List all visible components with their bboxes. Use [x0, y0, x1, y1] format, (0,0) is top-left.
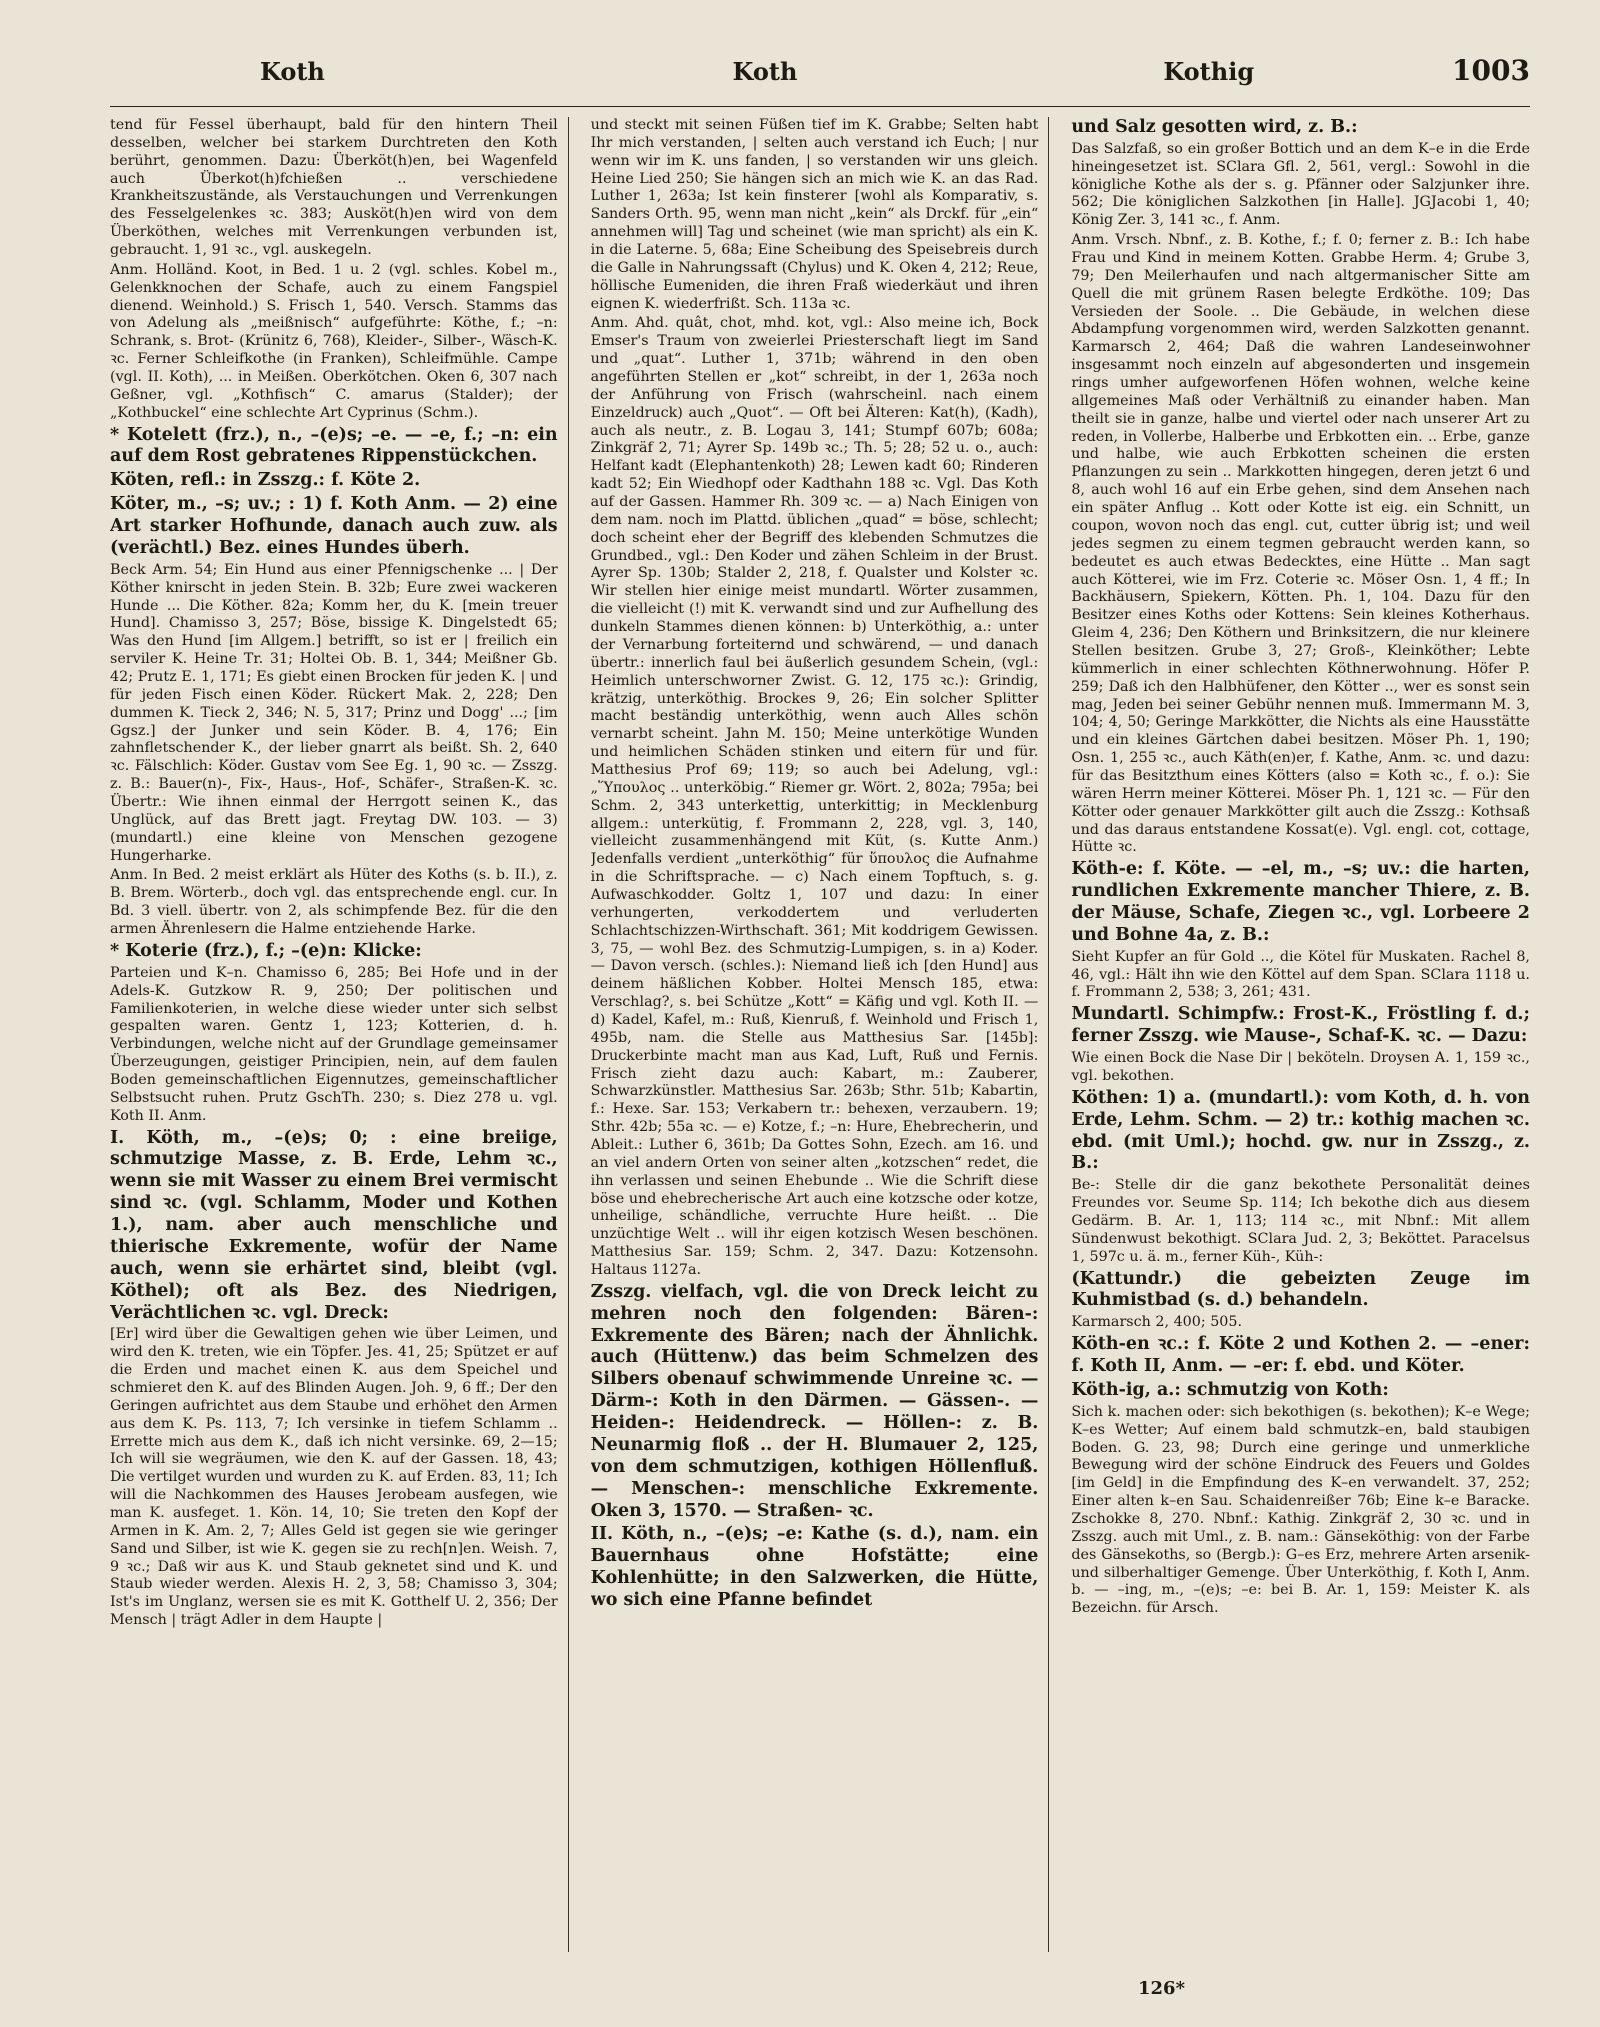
entry-headword-paragraph: Köth-ig, a.: schmutzig von Koth:: [1071, 1379, 1389, 1400]
entry-paragraph: Parteien und K–n. Chamisso 6, 285; Bei Hofe und in der Adels-K. Gutzkow R. 9, 250; Der politischen und Familienkoterien, in welche diese wieder unter sich selbst gespalten waren. Gentz 1, 123; Kotterien, d. h. Verbindungen, welche nicht auf der Grundlage gemeinsamer Überzeugungen, geistiger Principien, nein, auf dem faulen Boden gemeinschaftlichen Eigennutzes, gemeinschaftlicher Selbstsucht ruhen. Prutz GschTh. 230; s. Diez 278 u. vgl. Koth II. Anm.: [110, 964, 558, 1124]
entry-paragraph: tend für Fessel überhaupt, bald für den hintern Theil desselben, welcher bei starkem Durchtreten den Koth berührt, genommen. Dazu: Überköt(h)en, bei Wagenfeld auch Überkot(h)fchießen .. verschiedene Krankheitszustände, als Verstauchungen und Verrenkungen des Fesselgelenkes ꝛc. 383; Ausköt(h)en wird von dem Überköthen, welches mit Verrenkungen verbunden ist, gebraucht. 1, 91 ꝛc., vgl. auskegeln.: [110, 117, 558, 259]
page-number: 1003: [1452, 54, 1530, 87]
header-left-keyword: Koth: [260, 57, 325, 86]
entry-headword-paragraph: Köten, refl.: in Zsszg.: f. Köte 2.: [110, 470, 421, 491]
signature-mark: 126*: [1138, 1978, 1185, 1999]
entry-paragraph: Anm. Vrsch. Nbnf., z. B. Kothe, f.; f. 0; ferner z. B.: Ich habe Frau und Kind in meinem Kotten. Grabbe Herm. 4; Grube 3, 79; Den Meilerhaufen und nach altgermanischer Sitte am Quell die mit grünem Rasen belegte Erdköthe. 109; Das Versieden der Soole. .. Die Gebäude, in welchen diese Abdampfung vorgenommen wird, werden Salzkotten genannt. Karmarsch 2, 464; Daß die wahren Landeseinwohner insgesammt noch einzeln auf abgesonderten und insgemein rings umher aufgeworfenen Höfen wohnen, welche keine allgemeines Maß oder Verhältniß zu einander haben. Man theilt sie in ganze, halbe und viertel oder nach unserer Art zu reden, in Vollerbe, Halberbe und Erbkotten ein. .. Erbe, ganze und halbe, wie auch Erbkotten scheinen die ersten Pflanzungen zu sein .. Markkotten hingegen, deren jetzt 6 und 8, auch wohl 16 auf ein Erbe gehen, sind dem Ansehen nach ein später Anflug .. Kott oder Kotte ist eig. ein Schnitt, un coupon, wovon noch das engl. cut, cutter übrig ist; und weil jedes segmen zu einem tegmen gebraucht werden kann, so bedeutet es auch etwas Bedecktes, eine Hütte .. Man sagt auch Kötterei, wie im Frz. Coterie ꝛc. Möser Osn. 1, 4 ff.; In Backhäusern, Spiekern, Kötten. Ph. 1, 104. Dazu für den Besitzer eines Koths oder Kottens: Sein kleines Kotherhaus. Gleim 4, 236; Den Köthern und Brinksitzern, die nur kleinere Stellen besitzen. Grube 3, 27; Groß-, Kleinköther; Lebte kümmerlich in einer schlechten Köthnerwohnung. Höfer P. 259; Daß ich den Halbhüfener, den Kötter .., wer es sonst sein mag, Jeden bei seiner Gebühr nennen muß. Immermann M. 3, 104; 4, 50; Geringe Markkötter, die Nichts als eine Hausstätte und ein kleines Gärtchen dabei besitzen. Möser Ph. 1, 190; Osn. 1, 255 ꝛc., auch Käth(en)er, f. Kathe, Anm. ꝛc. und dazu: für das Besitzthum eines Kötters (also = Koth ꝛc., f. o.): Sie wären Herrn meiner Kötterei. Möser Ph. 1, 121 ꝛc. — Für den Kötter oder genauer Markkötter gilt auch die Zsszg.: Kothsaß und das daraus entstandene Kossat(e). Vgl. engl. cot, cottage, Hütte ꝛc.: [1071, 232, 1530, 856]
entry-paragraph: Karmarsch 2, 400; 505.: [1071, 1314, 1243, 1331]
entry-paragraph: Sich k. machen oder: sich bekothigen (s. bekothen); K–e Wege; K–es Wetter; Auf einem bald schmutzk–en, bald staubigen Boden. G. 23, 98; Durch eine geringe und unmerkliche Bewegung wird der schöne Eindruck des Feuers und Goldes [im Geld] in die Empfindung des K–en verwandelt. 37, 252; Einer alten k–en Sau. Schaidenreißer 76b; Eine k–e Baracke. Zschokke 8, 270. Nbnf.: Kathig. Zinkgräf 2, 30 ꝛc. und in Zsszg. auch mit Uml., z. B. nam.: Gänseköthig: von der Farbe des Gänsekoths, so (Bergb.): G–es Erz, mehrere Arten arsenik- und silberhaltiger Gemenge. Über Unterköthig, f. Koth I, Anm. b. — –ing, m., –(e)s; –e: bei B. Ar. 1, 159: Meister K. als Bezeichn. für Arsch.: [1071, 1403, 1530, 1617]
entry-paragraph: Anm. In Bed. 2 meist erklärt als Hüter des Koths (s. b. II.), z. B. Brem. Wörterb., doch vgl. das entsprechende engl. cur. In Bd. 3 viell. übertr. von 2, als schimpfende Bez. für die den armen Ährenlesern die Halme entziehende Harke.: [110, 867, 558, 938]
entry-headword-paragraph: II. Köth, n., –(e)s; –e: Kathe (s. d.), nam. ein Bauernhaus ohne Hofstätte; eine Kohlenhütte; in den Salzwerken, die Hütte, wo sich eine Pfanne befindet: [590, 1524, 1039, 1611]
entry-paragraph: Das Salzfaß, so ein großer Bottich und an dem K–e in die Erde hineingesetzet ist. SClara Gfl. 2, 561, vergl.: Sowohl in die königliche Kothe als der s. g. Pfänner oder Salzjunker ihre. 562; Die königlichen Salzkothen [in Halle]. JGJacobi 1, 40; König Zer. 3, 141 ꝛc., f. Anm.: [1071, 140, 1530, 229]
entry-paragraph: [Er] wird über die Gewaltigen gehen wie über Leimen, und wird den K. treten, wie ein Töpfer. Jes. 41, 25; Spützet er auf die Erden und machet einen K. aus dem Speichel und schmieret den K. auf des Blinden Augen. Joh. 9, 6 ff.; Der den Geringen aufrichtet aus dem Staube und erhöhet den Armen aus dem K. Ps. 113, 7; Ich versinke in tiefem Schlamm .. Errette mich aus dem K., daß ich nicht versinke. 69, 2—15; Ich will sie wegräumen, wie den K. auf der Gassen. 18, 43; Die vertilget wurden und wurden zu K. auf Erden. 83, 11; Ich will die Nachkommen des Hauses Jerobeam ausfegen, wie man K. ausfeget. 1. Kön. 14, 10; Sie treten den Kopf der Armen in K. Am. 2, 7; Alles Geld ist gegen sie wie geringer Sand und Silber, ist wie K. gegen sie zu rech[n]en. Weish. 7, 9 ꝛc.; Daß wir aus K. und Staub geknetet sind und K. und Staub wieder werden. Alexis H. 2, 3, 58; Chamisso 3, 304; Ist's im Unglanz, wersen sie es mit K. Gotthelf U. 2, 356; Der Mensch | trägt Adler in dem Haupte |: [110, 1326, 558, 1629]
entry-paragraph: Anm. Ahd. quât, chot, mhd. kot, vgl.: Also meine ich, Bock Emser's Traum von zweierlei Priesterschaft liegt im Sand und „quat“. Luther 1, 371b; während in den oben angeführten Stellen er „kot“ schreibt, in der 1, 263a noch der Anführung von Frisch (wahrscheinl. nach einem Einzeldruck) auch „Quot“. — Oft bei Älteren: Kat(h), (Kadh), auch als neutr., z. B. Logau 3, 141; Stumpf 607b; 608a; Zinkgräf 2, 71; Ayrer Sp. 149b ꝛc.; Th. 5; 28; 52 u. o., auch: Helfant kadt (Elephantenkoth) 28; Lewen kadt 60; Rinderen kadt 52; Ein Wiedhopf oder Kadthahn 188 ꝛc. Vgl. Das Koth auf der Gassen. Hammer Rh. 309 ꝛc. — a) Nach Einigen von dem nam. noch im Plattd. üblichen „quad“ = böse, schlecht; doch scheint eher der Begriff des klebenden Schmutzes die Grundbed., vgl.: Den Koder und zähen Schleim in der Brust. Ayrer Sp. 130b; Stalder 2, 218, f. Qualster und Kolster ꝛc. Wir stellen hier einige meist mundartl. Wörter zusammen, die vielleicht (!) mit K. verwandt sind und zur Aufhellung des dunkeln Stammes dienen können: b) Unterköthig, a.: unter der Vernarbung forteiternd und schwärend, — und danach übertr.: innerlich faul bei äußerlich gesundem Schein, (vgl.: Heimlich unterschworner Zwist. G. 12, 175 ꝛc.): Grindig, krätzig, unterköthig. Brockes 9, 26; Ein solcher Splitter macht beständig unterköthig, wenn auch Alles schön vernarbt scheint. Jahn M. 150; Meine unterkötige Wunden und heimlichen Schäden stinken und eitern für und für. Matthesius Prof 69; 119; so auch bei Adelung, vgl.: „Ὕπουλος .. unterköbig.“ Riemer gr. Wört. 2, 802a; 795a; bei Schm. 2, 343 unterkettig, unterkittig; in Mecklenburg allgem.: unterkütig, f. Frommann 2, 228, vgl. 3, 140, vielleicht zusammenhängend mit Küt, (s. Kutte Anm.) Jedenfalls verdient „unterköthig“ für ὕπουλος die Aufnahme in die Schriftsprache. — c) Nach einem Topftuch, s. g. Aufwaschkodder. Goltz 1, 107 und dazu: In einer verhungerten, verkoddertem und verluderten Schlachtschizzen-Wirthschaft. 361; Mit koddrigem Gewissen. 3, 75, — wohl Bez. des Schmutzig-Lumpigen, s. in a) Koder. — Davon versch. (schles.): Niemand ließ ich [den Hund] aus deinem häßlichen Kobber. Holtei Mensch 185, etwa: Verschlag?, s. bei Schütze „Kott“ = Käfig und vgl. Koth II. — d) Kadel, Kafel, m.: Ruß, Kienruß, f. Weinhold und Frisch 1, 495b, nam. die Stelle aus Matthesius Sar. [145b]: Druckerbinte macht man aus Kad, Luft, Ruß und Fernis. Frisch zieht dazu auch: Kabart, m.: Zauberer, Schwarzkünstler. Matthesius Sar. 263b; Sthr. 51b; Kabartin, f.: Hexe. Sar. 153; Verkabern tr.: behexen, verzaubern. 19; Sthr. 42b; 55a ꝛc. — e) Kotze, f.; –n: Hure, Ehebrecherin, und Ableit.: Luther 6, 361b; Da Gottes Sohn, Ezech. am 16. und an viel andern Orten von seiner alten „kotzschen“ redet, die ihn verlassen und seinen Ehebunde .. Wie die Schrift diese böse und ehebrecherische Art auch eine kotzsche oder kotze, unheilige, schändliche, verruchte Hure heißt. .. Die unzüchtige Welt .. will ihr eigen kotzisch Wesen beschönen. Matthesius Sar. 159; Schm. 2, 347. Dazu: Kotzensohn. Haltaus 1127a.: [590, 315, 1039, 1278]
entry-paragraph: Anm. Holländ. Koot, in Bed. 1 u. 2 (vgl. schles. Kobel m., Gelenkknochen der Schafe, auch zu einem Fangspiel dienend. Weinhold.) S. Frisch 1, 540. Versch. Stamms das von Adelung als „meißnisch“ aufgeführte: Köthe, f.; –n: Schrank, s. Brot- (Krünitz 6, 768), Kleider-, Silber-, Wäsch-K. ꝛc. Ferner Schleifkothe (in Franken), Schleifmühle. Campe (vgl. II. Koth), ... in Meißen. Oberkötchen. Oken 6, 307 nach Geßner, vgl. „Kothfisch“ C. amarus (Stalder); der „Kothbuckel“ eine schlechte Art Cyprinus (Schm.).: [110, 261, 558, 421]
entry-headword-paragraph: Köthen: 1) a. (mundartl.): vom Koth, d. h. von Erde, Lehm. Schm. — 2) tr.: kothig machen ꝛc. ebd. (mit Uml.); hochd. gw. nur in Zsszg., z. B.:: [1071, 1087, 1530, 1174]
entry-headword-paragraph: Mundartl. Schimpfw.: Frost-K., Fröstling f. d.; ferner Zsszg. wie Mause-, Schaf-K. ꝛc. — Dazu:: [1071, 1004, 1530, 1047]
entry-headword-paragraph: * Koterie (frz.), f.; –(e)n: Klicke:: [110, 940, 422, 961]
entry-paragraph: Be-: Stelle dir die ganz bekothete Personalität deines Freundes vor. Seume Sp. 114; Ich bekothe dich aus diesem Gedärm. B. Ar. 1, 113; 114 ꝛc., mit Nbnf.: Mit allem Sündenwust bekothigt. SClara Jud. 2, 3; Beköttet. Paracelsus 1, 597c u. ä. m., ferner Küh-, Küh-:: [1071, 1177, 1530, 1265]
entry-headword-paragraph: * Kotelett (frz.), n., –(e)s; –e. — –e, f.; –n: ein auf dem Rost gebratenes Rippenstückchen.: [110, 424, 558, 467]
entry-paragraph: Wie einen Bock die Nase Dir | beköteln. Droysen A. 1, 159 ꝛc., vgl. bekothen.: [1071, 1050, 1530, 1084]
entry-headword-paragraph: I. Köth, m., –(e)s; 0; : eine breiige, schmutzige Masse, z. B. Erde, Lehm ꝛc., wenn sie mit Wasser zu einem Brei vermischt sind ꝛc. (vgl. Schlamm, Moder und Kothen 1.), nam. aber auch menschliche und thierische Exkremente, wofür der Name auch, wenn sie erhärtet sind, bleibt (vgl. Köthel); oft als Bez. des Niedrigen, Verächtlichen ꝛc. vgl. Dreck:: [110, 1127, 558, 1323]
text-columns: [110, 117, 1530, 1952]
entry-paragraph: und steckt mit seinen Füßen tief im K. Grabbe; Selten habt Ihr mich verstanden, | selten auch verstand ich Euch; | nur wenn wir im K. uns fanden, | so verstanden wir uns gleich. Heine Lied 250; Sie hängen sich an mich wie K. an das Rad. Luther 1, 263a; Ist kein finsterer [wohl als Komparativ, s. Sanders Orth. 95, wenn man nicht „kein“ als Drckf. für „ein“ annehmen will] Tag und scheinet (wie man spricht) als ein K. in die Laterne. 5, 68a; Eine Scheibung des Speisebreis durch die Galle in Nahrungssaft (Chylus) und K. Oken 4, 212; Reue, höllische Eumeniden, die ihren Fraß wiederkäut und ihren eignen K. wiederfrißt. Sch. 113a ꝛc.: [590, 117, 1039, 312]
entry-headword-paragraph: Zsszg. vielfach, vgl. die von Dreck leicht zu mehren noch den folgenden: Bären-: Exkremente des Bären; nach der Ähnlichk. auch (Hüttenw.) das beim Schmelzen des Silbers obenauf schwimmende Unreine ꝛc. — Därm-: Koth in den Därmen. — Gässen-. — Heiden-: Heidendreck. — Höllen-: z. B. Neunarmig floß .. der H. Blumauer 2, 125, von dem schmutzigen, kothigen Höllenfluß. — Menschen-: menschliche Exkremente. Oken 3, 1570. — Straßen- ꝛc.: [590, 1281, 1039, 1521]
header-middle-keyword: Koth: [732, 57, 798, 86]
entry-headword-paragraph: (Kattundr.) die gebeizten Zeuge im Kuhmistbad (s. d.) behandeln.: [1071, 1268, 1530, 1311]
entry-headword-paragraph: und Salz gesotten wird, z. B.:: [1071, 117, 1358, 137]
entry-paragraph: Sieht Kupfer an für Gold .., die Kötel für Muskaten. Rachel 8, 46, vgl.: Hält ihn wie den Köttel auf dem Span. SClara 1118 u. f. Frommann 2, 538; 3, 261; 431.: [1071, 948, 1530, 1001]
entry-headword-paragraph: Köth-e: f. Köte. — –el, m., –s; uv.: die harten, rundlichen Exkremente mancher Thiere, z. B. der Mäuse, Schafe, Ziegen ꝛc., vgl. Lorbeere 2 und Bohne 4a, z. B.:: [1071, 859, 1530, 945]
column-left: [110, 117, 569, 1952]
entry-headword-paragraph: Köter, m., –s; uv.; : 1) f. Koth Anm. — 2) eine Art starker Hofhunde, danach auch zuw. als (verächtl.) Bez. eines Hundes überh.: [110, 494, 558, 558]
header-right-keyword: Kothig: [1163, 57, 1255, 86]
entry-paragraph: Beck Arm. 54; Ein Hund aus einer Pfennigschenke ... | Der Köther knirscht in jeden Stein. B. 32b; Eure zwei wackeren Hunde ... Die Köther. 82a; Komm her, du K. [mein treuer Hund]. Chamisso 3, 257; Böse, bissige K. Dingelstedt 65; Was den Hund [im Allgem.] betrifft, so ist er | freilich ein serviler K. Heine Tr. 31; Holtei Ob. B. 1, 344; Meißner Gb. 42; Prutz E. 1, 171; Es giebt einen Brocken für jeden K. | und für jeden Fisch einen Köder. Rückert Mak. 2, 228; Den dummen K. Tieck 2, 346; N. 5, 317; Prinz und Dogg' ...; [im Ggsz.] der Junker und sein Köder. B. 4, 176; Ein zahnfletschender K., der lieber gnarrt als beißt. Sh. 2, 640 ꝛc. Fälschlich: Köder. Gustav vom See Eg. 1, 90 ꝛc. — Zsszg. z. B.: Bauer(n)-, Fix-, Haus-, Hof-, Schäfer-, Straßen-K. ꝛc. Übertr.: Wie ihnen einmal der Herrgott seinen K., das Unglück, auf das Brett jagt. Freytag DW. 103. — 3) (mundartl.) eine kleine von Menschen gezogene Hungerharke.: [110, 561, 558, 864]
entry-headword-paragraph: Köth-en ꝛc.: f. Köte 2 und Kothen 2. — –ener: f. Koth II, Anm. — –er: f. ebd. und Köter.: [1071, 1334, 1530, 1377]
header-rule: [110, 106, 1530, 107]
column-right: [1071, 117, 1530, 1952]
running-header: [110, 54, 1530, 106]
column-middle: [591, 117, 1050, 1952]
